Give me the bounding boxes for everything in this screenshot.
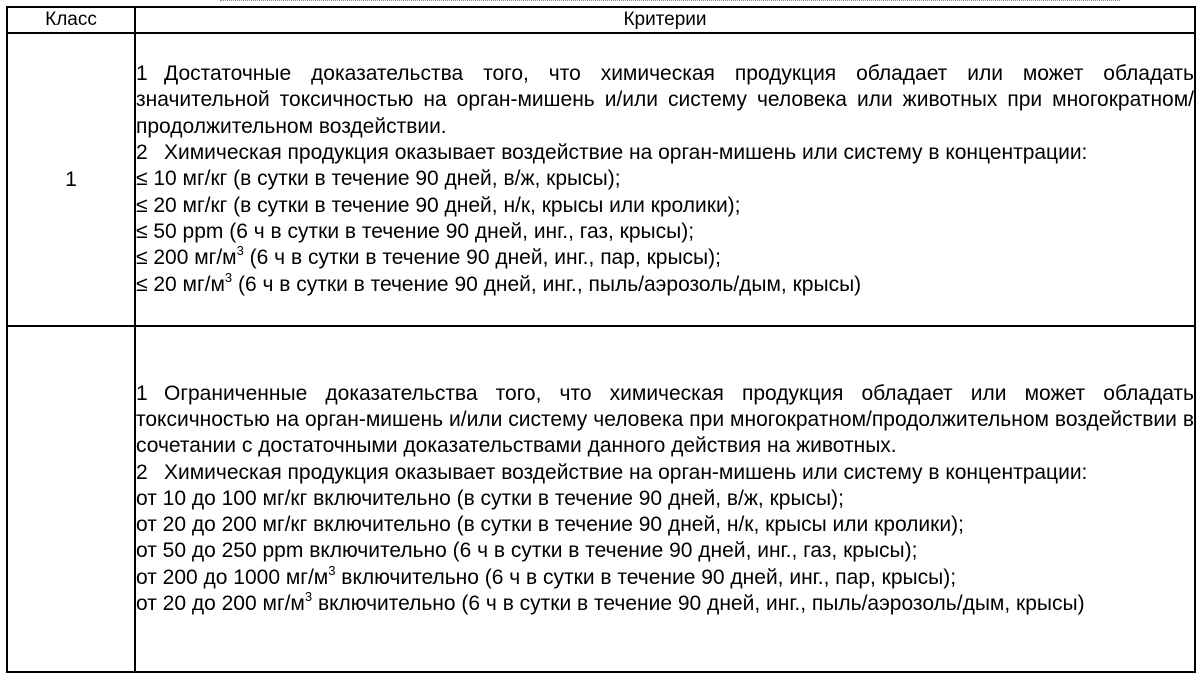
table-row xyxy=(7,33,1195,326)
item-prefix: от 200 до 1000 мг/м xyxy=(136,565,329,589)
criteria-cell xyxy=(135,326,1195,672)
criteria-paragraph xyxy=(136,140,1194,166)
concentration-item: от 50 до 250 ppm включительно (6 ч в сутки в течение 90 дней, инг., газ, крысы); xyxy=(136,539,918,563)
criteria-paragraph xyxy=(136,61,1194,140)
table-header-row xyxy=(7,7,1195,33)
criteria-paragraph xyxy=(136,381,1194,460)
criteria-paragraph xyxy=(136,460,1194,486)
superscript: 3 xyxy=(224,269,233,285)
class-value xyxy=(7,326,135,672)
concentration-item: ≤ 10 мг/кг (в сутки в течение 90 дней, в/ж, крысы); xyxy=(136,167,621,191)
table-row xyxy=(7,326,1195,672)
item-suffix: включительно (6 ч в сутки в течение 90 дней, инг., пыль/аэрозоль/дым, крысы) xyxy=(312,592,1085,616)
superscript: 3 xyxy=(304,589,313,605)
concentration-item xyxy=(136,269,1194,298)
class-value: 1 xyxy=(7,33,135,326)
superscript: 3 xyxy=(328,562,336,578)
item-suffix: (6 ч в сутки в течение 90 дней, инг., пыль/аэрозоль/дым, крысы) xyxy=(232,272,862,296)
paragraph-number: 1 xyxy=(136,62,148,86)
paragraph-number: 1 xyxy=(136,381,148,405)
concentration-item: ≤ 20 мг/кг (в сутки в течение 90 дней, н/к, крысы или кролики); xyxy=(136,193,741,217)
superscript: 3 xyxy=(236,243,244,259)
item-prefix: ≤ 200 мг/м xyxy=(136,246,237,270)
concentration-item: от 10 до 100 мг/кг включительно (в сутки в течение 90 дней, в/ж, крысы); xyxy=(136,486,844,510)
item-suffix: включительно (6 ч в сутки в течение 90 дней, инг., пар, крысы); xyxy=(335,565,957,589)
paragraph-text: Химическая продукция оказывает воздействие на орган-мишень или систему в концентрации: xyxy=(164,141,1088,165)
paragraph-text: Химическая продукция оказывает воздействие на орган-мишень или систему в концентрации: xyxy=(164,460,1088,484)
item-prefix: от 20 до 200 мг/м xyxy=(136,592,305,616)
paragraph-text: Достаточные доказательства того, что химическая продукция обладает или может обладать значительной токсичностью на орган-мишень и/или систему человека или животных при многократном/продолжительном воздействии. xyxy=(136,62,1194,138)
header-criteria: Критерии xyxy=(135,7,1195,33)
scan-artifact-line xyxy=(220,0,1120,4)
concentration-item: ≤ 50 ppm (6 ч в сутки в течение 90 дней, инг., газ, крысы); xyxy=(136,219,695,243)
concentration-item xyxy=(136,591,1194,617)
paragraph-number: 2 xyxy=(136,460,148,484)
paragraph-text: Ограниченные доказательства того, что химическая продукция обладает или может обладать токсичностью на орган-мишень и/или систему человека при многократном/продолжительном воздействии в сочетании с достаточными доказательствами данного действия на животных. xyxy=(136,381,1194,458)
concentration-item xyxy=(136,245,1194,271)
item-suffix: (6 ч в сутки в течение 90 дней, инг., пар, крысы); xyxy=(243,246,721,270)
concentration-item: от 20 до 200 мг/кг включительно (в сутки в течение 90 дней, н/к, крысы или кролики); xyxy=(136,513,964,537)
paragraph-number: 2 xyxy=(136,141,148,165)
item-prefix: ≤ 20 мг/м xyxy=(136,272,225,296)
header-class: Класс xyxy=(7,7,135,33)
criteria-cell xyxy=(135,33,1195,326)
classification-criteria-table xyxy=(6,6,1196,673)
concentration-item xyxy=(136,562,1194,591)
